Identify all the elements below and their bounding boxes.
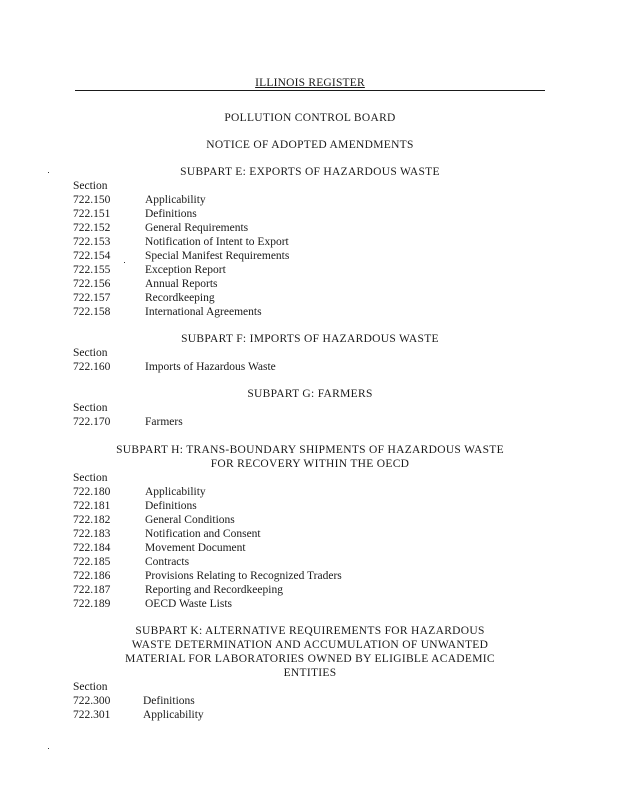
table-row: 722.153 Notification of Intent to Export bbox=[73, 236, 289, 248]
subpart-g-title: SUBPART G: FARMERS bbox=[247, 388, 373, 400]
table-row: 722.184 Movement Document bbox=[73, 542, 246, 554]
section-label: Section bbox=[73, 472, 108, 484]
table-row: 722.157 Recordkeeping bbox=[73, 292, 215, 304]
scan-speck bbox=[124, 262, 125, 263]
subpart-k-title-line-3: MATERIAL FOR LABORATORIES OWNED BY ELIGIBLE ACADEMIC bbox=[125, 653, 495, 665]
section-label: Section bbox=[73, 681, 108, 693]
table-row: 722.155 Exception Report bbox=[73, 264, 226, 276]
table-row: 722.183 Notification and Consent bbox=[73, 528, 261, 540]
board-title: POLLUTION CONTROL BOARD bbox=[224, 112, 396, 124]
table-row: 722.189 OECD Waste Lists bbox=[73, 598, 233, 610]
header-rule bbox=[75, 90, 545, 91]
subpart-h-title-line-1: SUBPART H: TRANS-BOUNDARY SHIPMENTS OF HAZARDOUS WASTE bbox=[116, 444, 504, 456]
table-row: 722.185 Contracts bbox=[73, 556, 190, 568]
register-header bbox=[75, 76, 545, 90]
section-label: Section bbox=[73, 180, 108, 192]
table-row: 722.151 Definitions bbox=[73, 208, 197, 220]
table-row: 722.180 Applicability bbox=[73, 486, 206, 498]
table-row: 722.156 Annual Reports bbox=[73, 278, 218, 290]
subpart-k-title-line-4: ENTITIES bbox=[283, 667, 337, 679]
table-row: 722.154 Special Manifest Requirements bbox=[73, 250, 290, 262]
register-title: ILLINOIS REGISTER bbox=[255, 77, 365, 89]
table-row: 722.300 Definitions bbox=[73, 695, 195, 707]
subpart-e-title: SUBPART E: EXPORTS OF HAZARDOUS WASTE bbox=[180, 166, 440, 178]
table-row: 722.158 International Agreements bbox=[73, 306, 262, 318]
section-label: Section bbox=[73, 347, 108, 359]
scan-speck bbox=[48, 172, 49, 173]
table-row: 722.150 Applicability bbox=[73, 194, 206, 206]
scan-speck bbox=[48, 748, 49, 749]
table-row: 722.186 Provisions Relating to Recognized Traders bbox=[73, 570, 342, 582]
subpart-k-title-line-1: SUBPART K: ALTERNATIVE REQUIREMENTS FOR HAZARDOUS bbox=[135, 625, 485, 637]
section-label: Section bbox=[73, 402, 108, 414]
subpart-k-title-line-2: WASTE DETERMINATION AND ACCUMULATION OF UNWANTED bbox=[131, 639, 489, 651]
subpart-h-title-line-2: FOR RECOVERY WITHIN THE OECD bbox=[210, 458, 410, 470]
table-row: 722.152 General Requirements bbox=[73, 222, 249, 234]
table-row: 722.182 General Conditions bbox=[73, 514, 235, 526]
subpart-f-title: SUBPART F: IMPORTS OF HAZARDOUS WASTE bbox=[181, 333, 439, 345]
notice-title: NOTICE OF ADOPTED AMENDMENTS bbox=[206, 139, 414, 151]
table-row: 722.181 Definitions bbox=[73, 500, 197, 512]
table-row: 722.170 Farmers bbox=[73, 416, 183, 428]
table-row: 722.301 Applicability bbox=[73, 709, 204, 721]
table-row: 722.160 Imports of Hazardous Waste bbox=[73, 361, 276, 373]
table-row: 722.187 Reporting and Recordkeeping bbox=[73, 584, 283, 596]
